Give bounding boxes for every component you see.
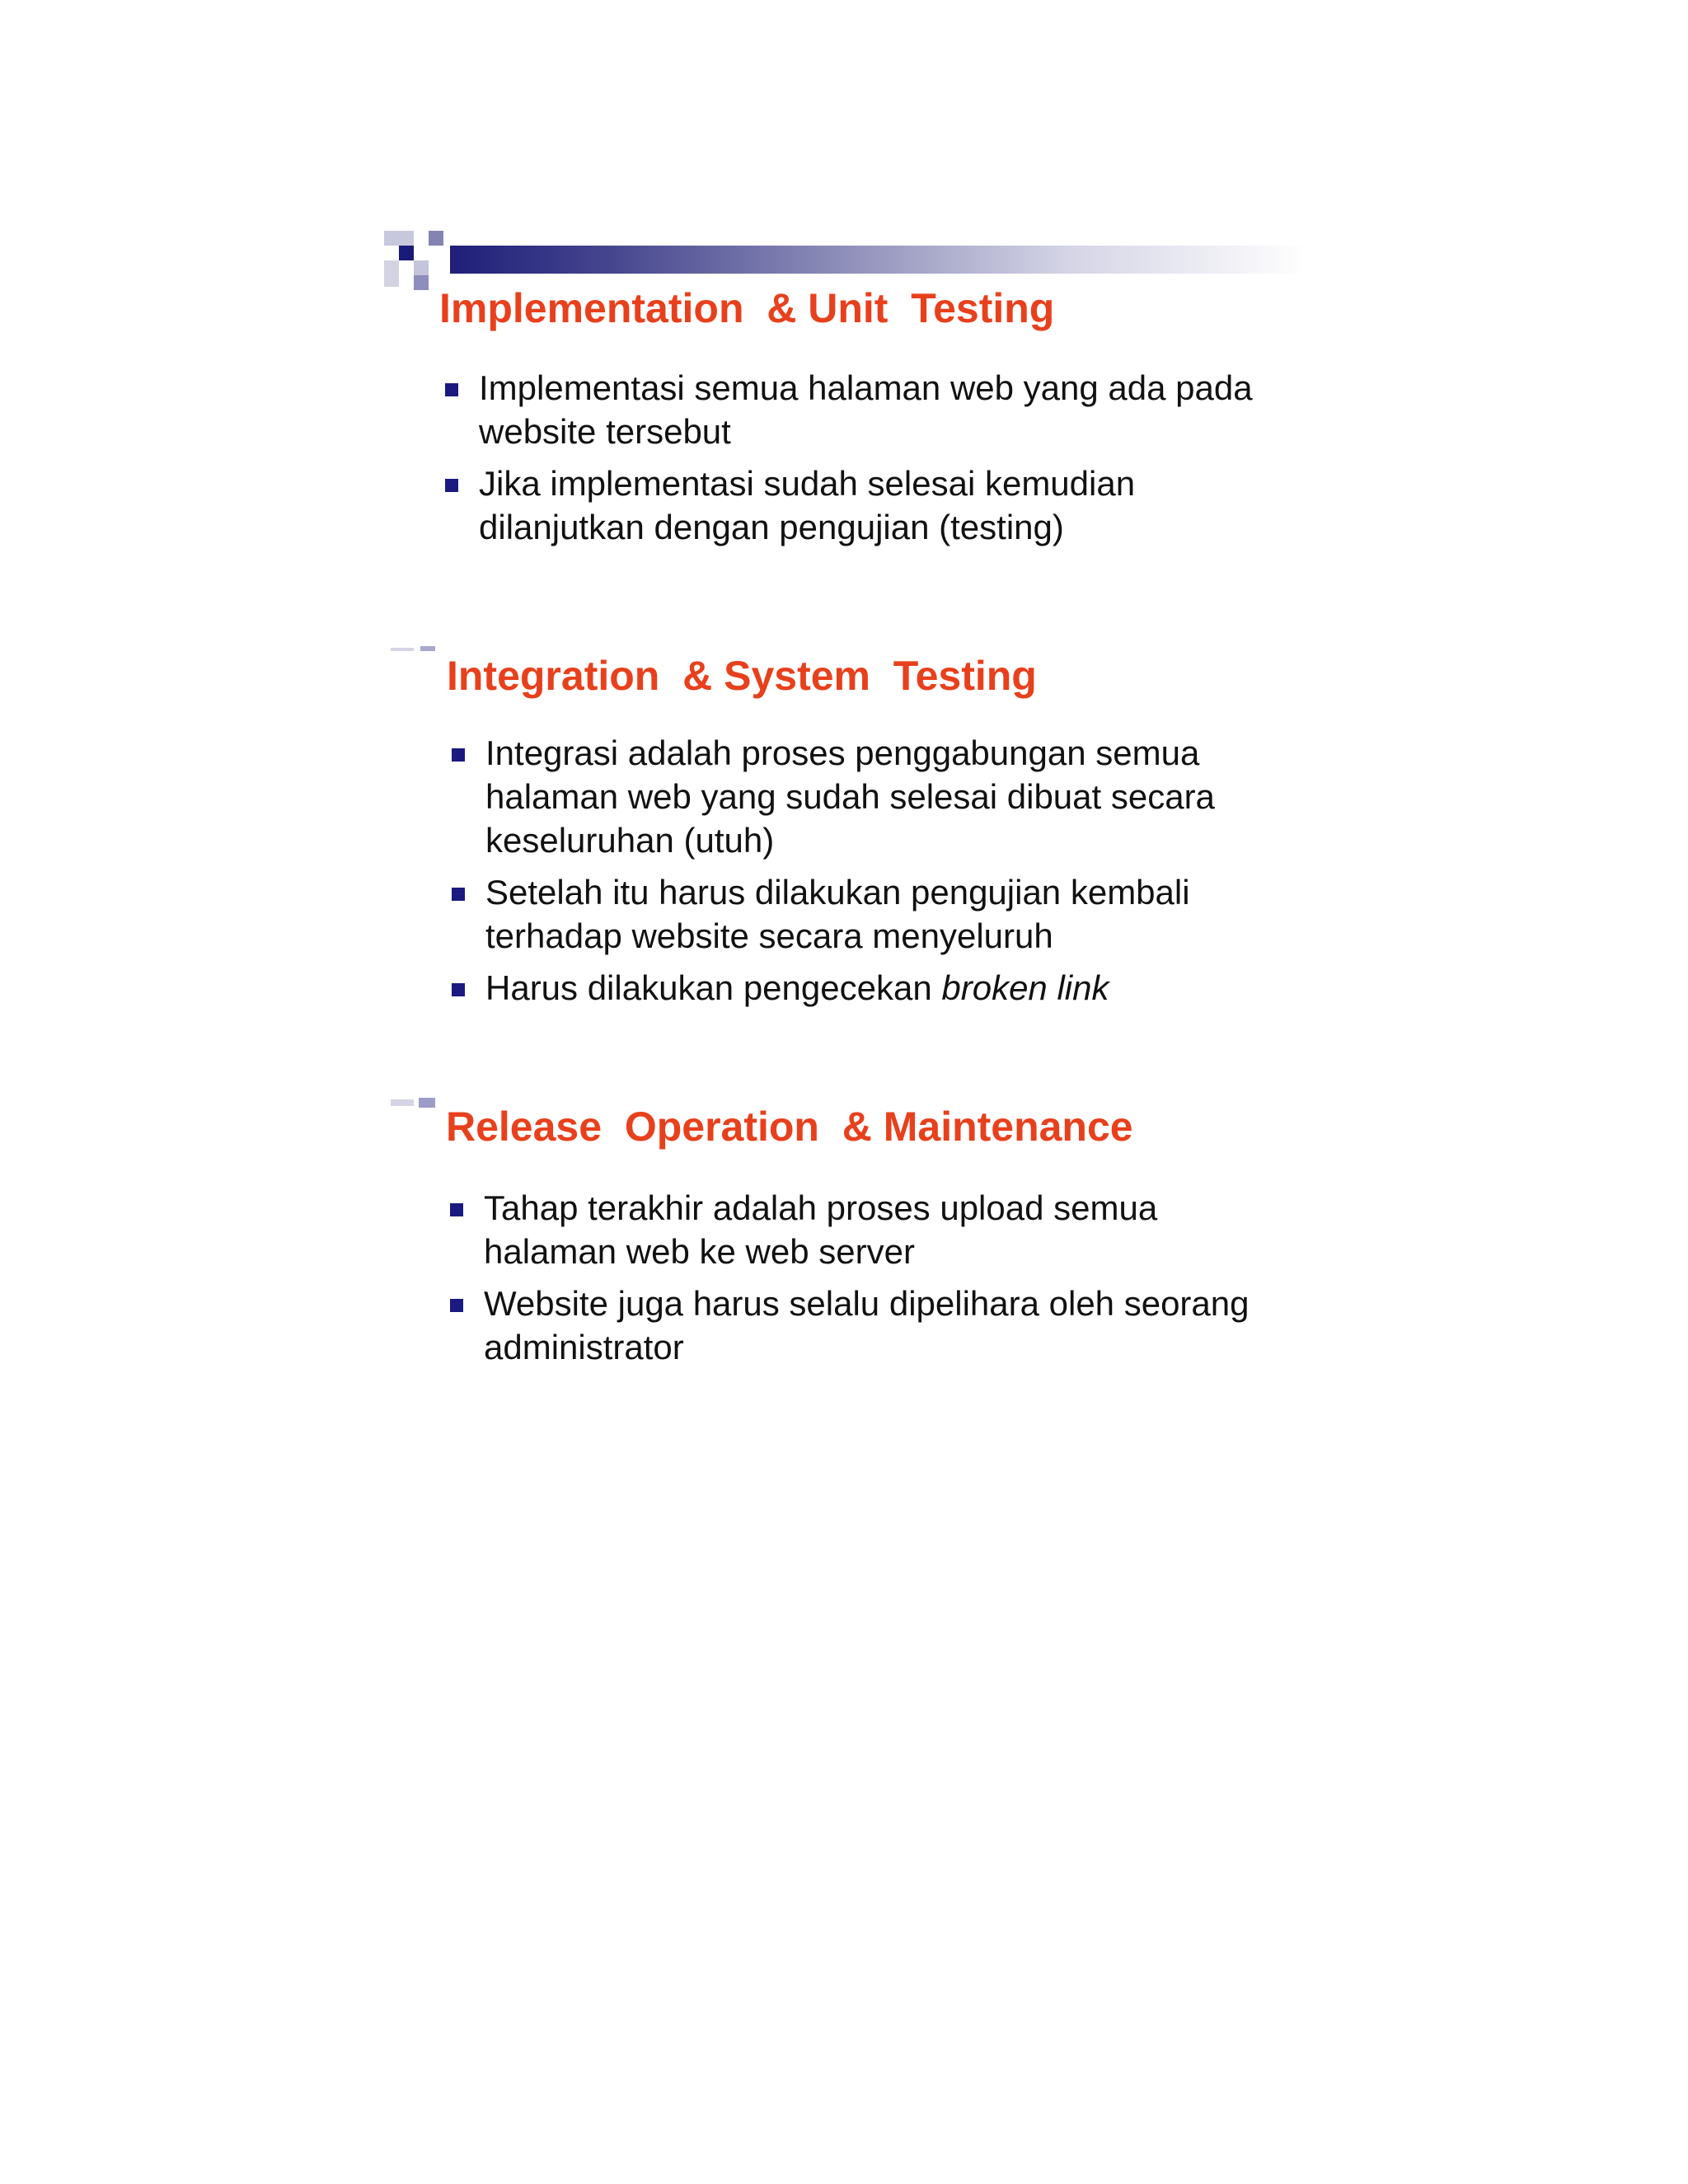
bullet-text: Tahap terakhir adalah proses upload semua halaman web ke web server (484, 1188, 1158, 1271)
bullet-list-implementation (445, 366, 1269, 549)
list-item (452, 731, 1284, 862)
list-item (452, 870, 1284, 958)
decoration-square (399, 246, 414, 260)
list-item (452, 966, 1284, 1010)
bullet-text: Website juga harus selalu dipelihara oleh seorang administrator (484, 1284, 1250, 1366)
list-item (450, 1186, 1274, 1273)
list-item (450, 1282, 1274, 1369)
list-item (445, 366, 1269, 453)
square-bullet-icon (452, 748, 465, 762)
decoration-square (414, 275, 429, 290)
section-decoration (391, 646, 440, 656)
bullet-text (485, 968, 1109, 1007)
decoration-square (384, 231, 414, 246)
bullet-text: Jika implementasi sudah selesai kemudian dilanjutkan dengan pengujian (testing) (479, 464, 1136, 546)
decoration-gradient-bar (450, 246, 1307, 274)
square-bullet-icon (452, 983, 465, 996)
square-bullet-icon (450, 1203, 463, 1216)
square-bullet-icon (450, 1299, 463, 1312)
section-title-implementation: Implementation & Unit Testing (439, 285, 1055, 331)
decoration-square (384, 260, 399, 287)
bullet-text: Implementasi semua halaman web yang ada pada website tersebut (479, 368, 1253, 451)
decoration-dash (420, 646, 435, 651)
header-decoration (384, 231, 1307, 288)
decoration-dash (419, 1098, 435, 1108)
square-bullet-icon (452, 888, 465, 901)
bullet-text: Setelah itu harus dilakukan pengujian kembali terhadap website secara menyeluruh (485, 873, 1190, 955)
section-title-integration: Integration & System Testing (447, 653, 1037, 699)
decoration-square (429, 231, 443, 246)
square-bullet-icon (445, 479, 458, 492)
bullet-text-italic: broken link (941, 968, 1109, 1007)
bullet-text: Integrasi adalah proses penggabungan semua halaman web yang sudah selesai dibuat secara keseluruhan (utuh) (485, 733, 1215, 860)
square-bullet-icon (445, 383, 458, 396)
list-item (445, 462, 1269, 549)
bullet-list-integration (452, 731, 1284, 1010)
decoration-square (414, 260, 429, 275)
decoration-dash (391, 1099, 414, 1106)
section-decoration (391, 1098, 440, 1108)
bullet-text-prefix: Harus dilakukan pengecekan (485, 968, 942, 1007)
decoration-dash (391, 648, 414, 651)
bullet-list-release (450, 1186, 1274, 1369)
section-title-release: Release Operation & Maintenance (446, 1104, 1133, 1150)
